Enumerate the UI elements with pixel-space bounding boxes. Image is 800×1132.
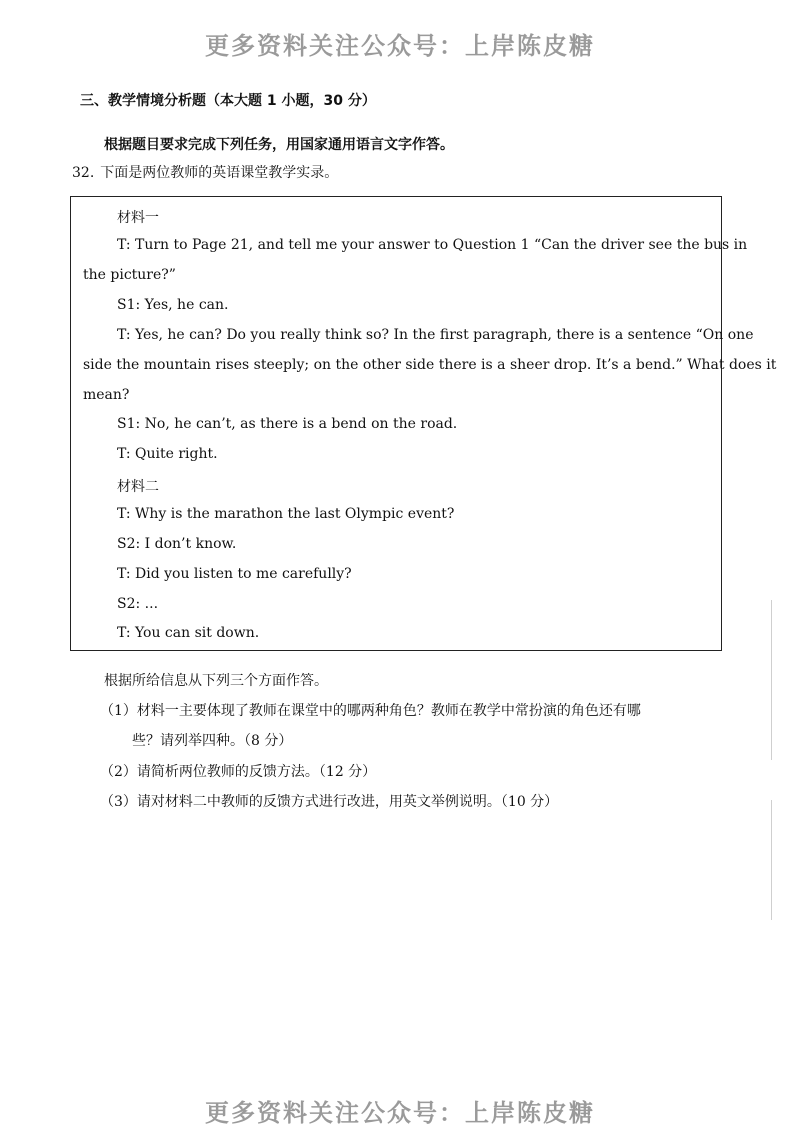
dialogue-line: T: Did you listen to me carefully? [117, 566, 352, 582]
sub-question-2: （2）请简析两位教师的反馈方法。（12 分） [100, 764, 377, 780]
sub-question-1-continued: 些？请列举四种。（8 分） [132, 733, 293, 749]
dialogue-line: S2: ... [117, 596, 159, 612]
dialogue-line: side the mountain rises steeply; on the other side there is a sheer drop. It’s a bend.” What does it [83, 357, 777, 373]
section-title: 三、教学情境分析题（本大题 1 小题，30 分） [80, 93, 376, 109]
dialogue-line: S1: Yes, he can. [117, 297, 229, 313]
sub-question-3: （3）请对材料二中教师的反馈方式进行改进，用英文举例说明。（10 分） [100, 794, 559, 810]
question-32 [72, 162, 338, 182]
dialogue-line: T: Yes, he can? Do you really think so? In the first paragraph, there is a sentence “On one [117, 327, 754, 343]
dialogue-line: T: You can sit down. [117, 625, 260, 641]
scan-edge-mark [771, 600, 772, 760]
dialogue-line: S2: I don’t know. [117, 536, 237, 552]
dialogue-line: T: Why is the marathon the last Olympic event? [117, 506, 455, 522]
watermark-bottom: 更多资料关注公众号：上岸陈皮糖 [205, 1099, 595, 1127]
scan-edge-mark [771, 800, 772, 920]
material-1-heading: 材料一 [117, 210, 159, 226]
dialogue-line: mean? [83, 387, 130, 403]
sub-question-1: （1）材料一主要体现了教师在课堂中的哪两种角色？教师在教学中常扮演的角色还有哪 [100, 703, 641, 719]
dialogue-line: S1: No, he can’t, as there is a bend on the road. [117, 416, 458, 432]
instruction-text: 根据题目要求完成下列任务，用国家通用语言文字作答。 [104, 137, 454, 153]
dialogue-line: T: Turn to Page 21, and tell me your answer to Question 1 “Can the driver see the bus in [117, 237, 748, 253]
dialogue-line: T: Quite right. [117, 446, 218, 462]
dialogue-line: the picture?” [83, 267, 176, 283]
question-number: 32. [72, 165, 95, 181]
watermark-top: 更多资料关注公众号：上岸陈皮糖 [205, 32, 595, 60]
material-box [70, 196, 777, 651]
question-text: 下面是两位教师的英语课堂教学实录。 [100, 165, 339, 181]
question-intro: 根据所给信息从下列三个方面作答。 [104, 673, 328, 689]
material-2-heading: 材料二 [117, 479, 159, 495]
